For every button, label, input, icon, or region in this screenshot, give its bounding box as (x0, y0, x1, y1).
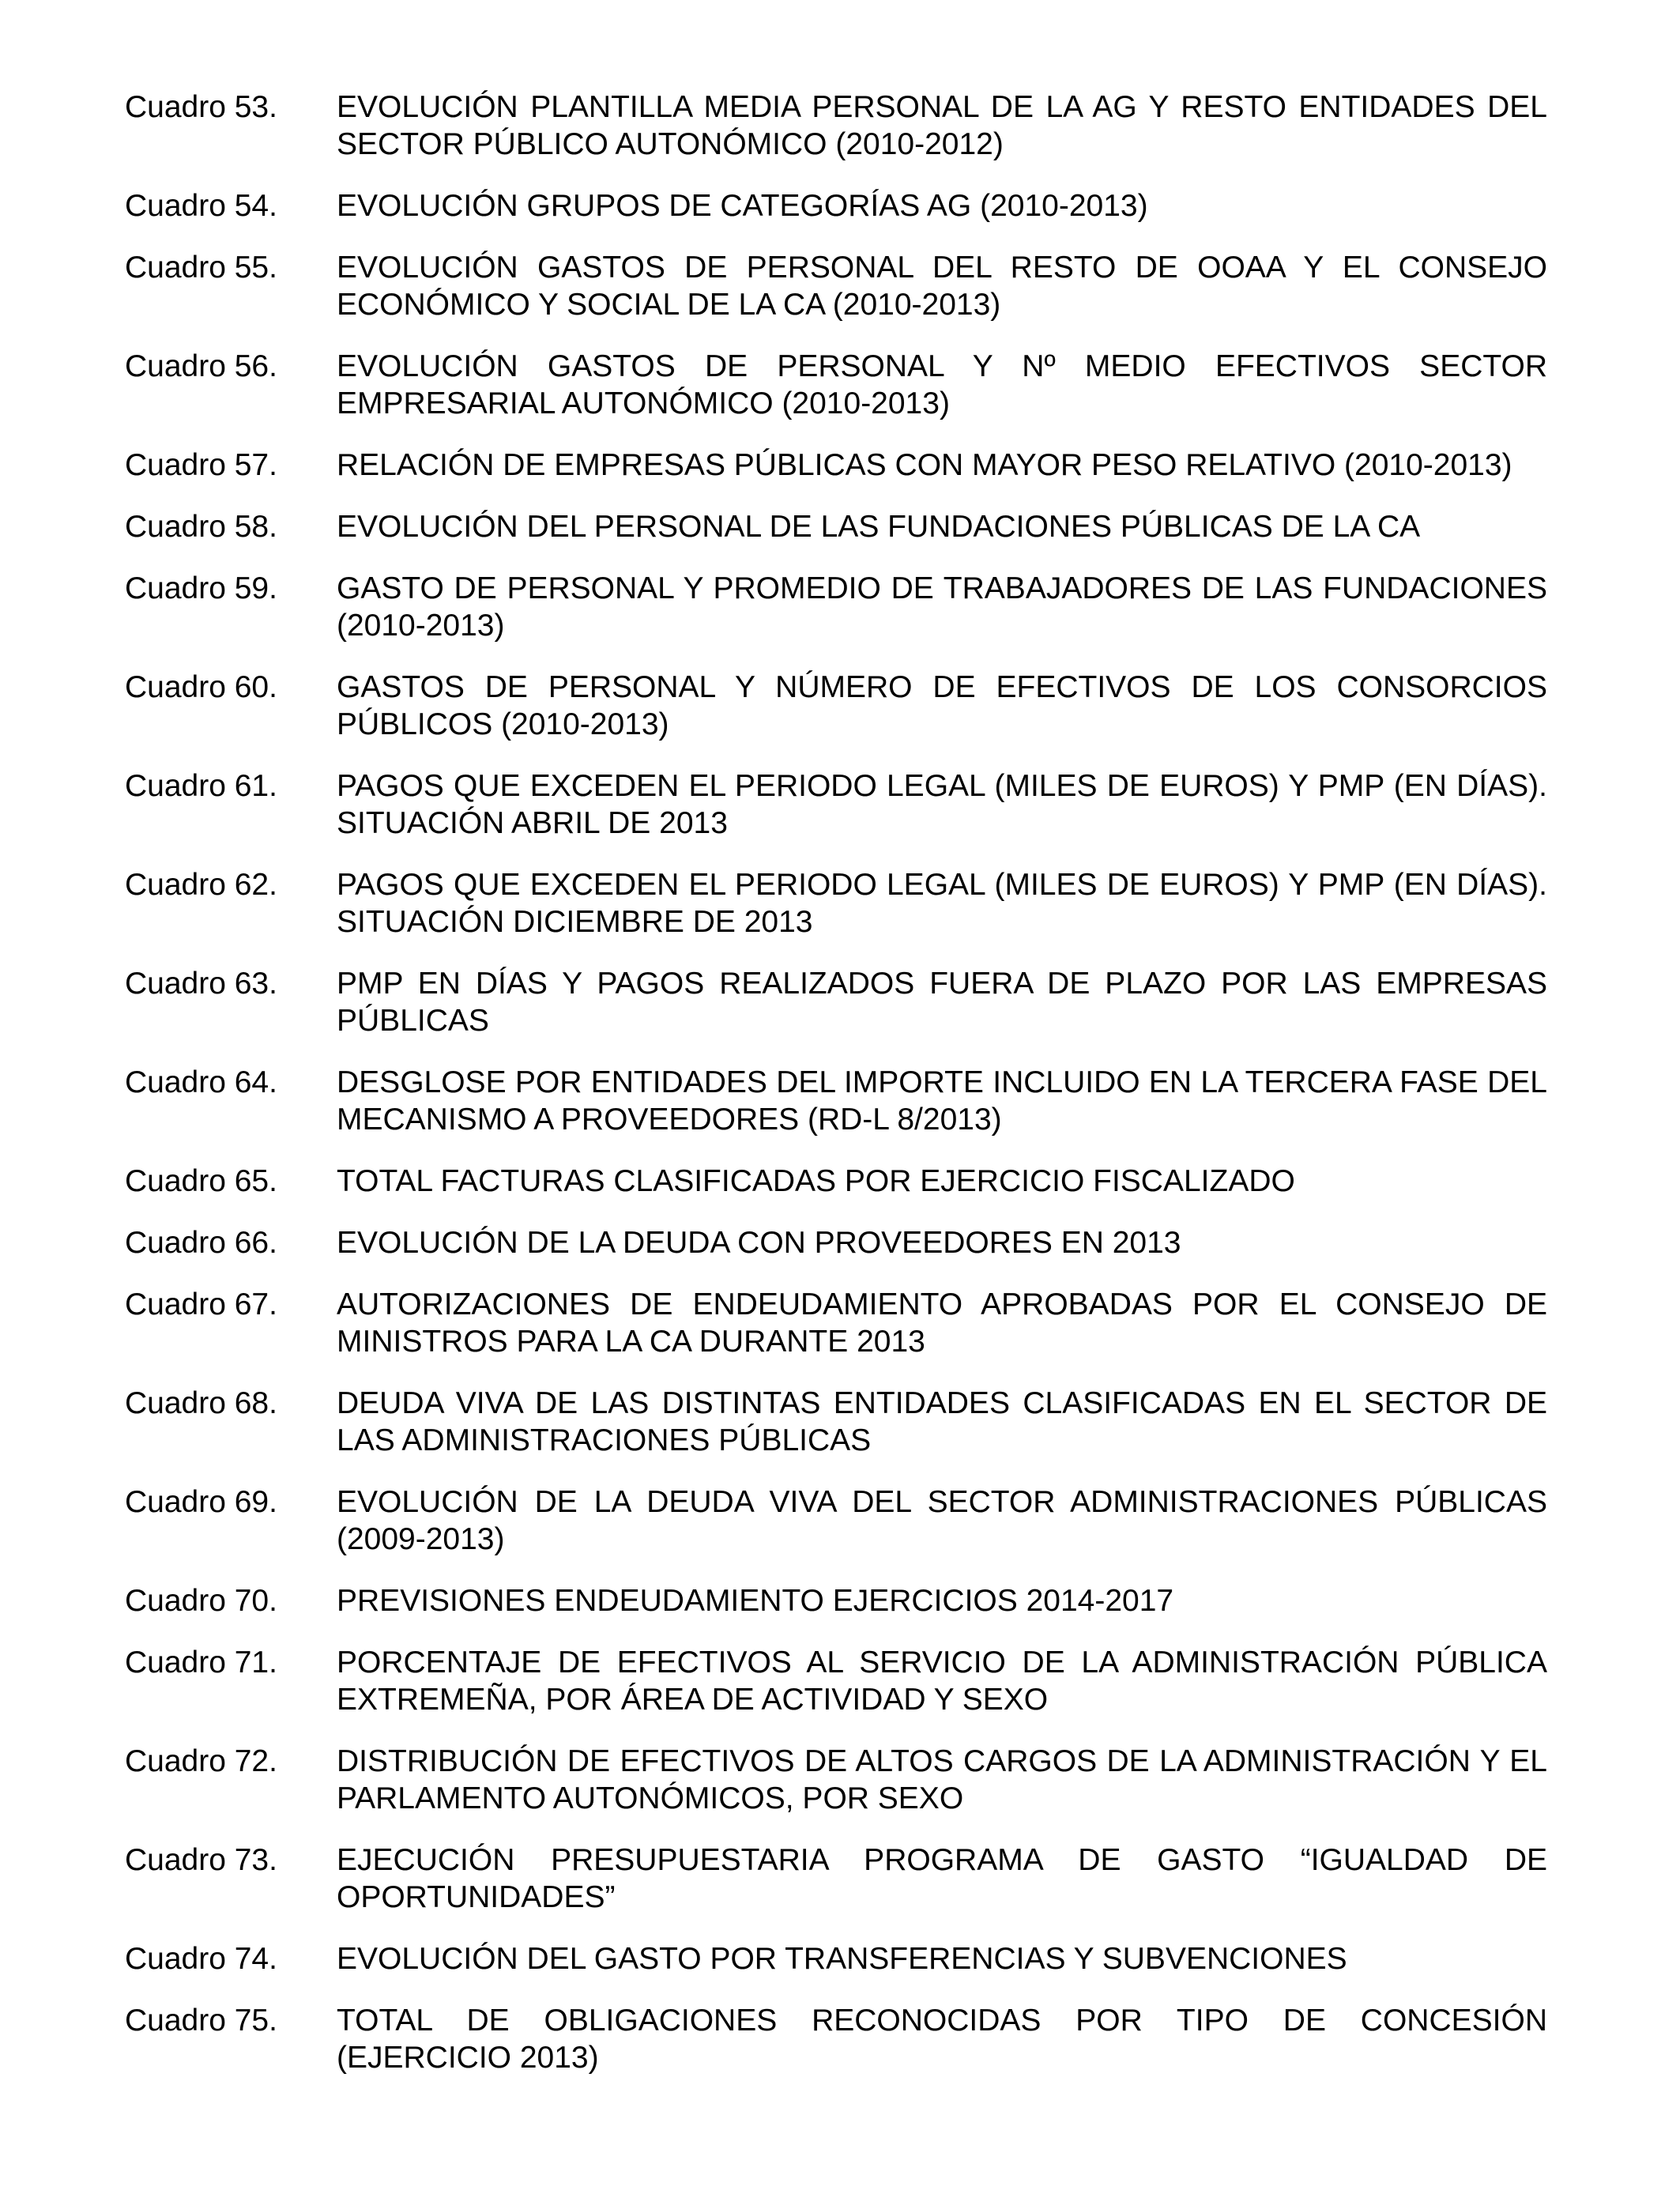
entry-label: Cuadro 64. (125, 1065, 277, 1099)
entry-title: DISTRIBUCIÓN DE EFECTIVOS DE ALTOS CARGOS DE LA ADMINISTRACIÓN Y EL PARLAMENTO AUTONÓMICOS, POR SEXO (337, 1744, 1547, 1815)
table-index-entry (125, 1385, 1547, 1459)
entry-title: EJECUCIÓN PRESUPUESTARIA PROGRAMA DE GASTO “IGUALDAD DE OPORTUNIDADES” (337, 1843, 1547, 1914)
entry-title: DEUDA VIVA DE LAS DISTINTAS ENTIDADES CLASIFICADAS EN EL SECTOR DE LAS ADMINISTRACIONES PÚBLICAS (337, 1386, 1547, 1457)
entry-title: EVOLUCIÓN GASTOS DE PERSONAL DEL RESTO DE OOAA Y EL CONSEJO ECONÓMICO Y SOCIAL DE LA CA (2010-2013) (337, 251, 1547, 322)
entry-title: PORCENTAJE DE EFECTIVOS AL SERVICIO DE LA ADMINISTRACIÓN PÚBLICA EXTREMEÑA, POR ÁREA DE ACTIVIDAD Y SEXO (337, 1646, 1547, 1717)
entry-label: Cuadro 73. (125, 1843, 277, 1877)
entry-title: PMP EN DÍAS Y PAGOS REALIZADOS FUERA DE PLAZO POR LAS EMPRESAS PÚBLICAS (337, 967, 1547, 1038)
table-index-entry (125, 1940, 1547, 1977)
table-index-entry (125, 1842, 1547, 1916)
entry-title: PREVISIONES ENDEUDAMIENTO EJERCICIOS 2014-2017 (337, 1584, 1174, 1618)
entry-label: Cuadro 67. (125, 1287, 277, 1321)
table-index-entry (125, 1064, 1547, 1138)
entry-label: Cuadro 59. (125, 571, 277, 605)
entry-label: Cuadro 54. (125, 189, 277, 223)
entry-title: TOTAL FACTURAS CLASIFICADAS POR EJERCICIO FISCALIZADO (337, 1164, 1295, 1198)
table-index-entry (125, 1224, 1547, 1261)
table-index-entry (125, 89, 1547, 163)
table-index-entry (125, 570, 1547, 644)
table-index-entry (125, 1163, 1547, 1200)
entry-label: Cuadro 69. (125, 1485, 277, 1519)
table-index-entry (125, 348, 1547, 422)
entry-title: EVOLUCIÓN DE LA DEUDA CON PROVEEDORES EN 2013 (337, 1226, 1181, 1260)
entry-label: Cuadro 62. (125, 868, 277, 902)
entry-title: GASTOS DE PERSONAL Y NÚMERO DE EFECTIVOS DE LOS CONSORCIOS PÚBLICOS (2010-2013) (337, 670, 1547, 741)
entry-title: EVOLUCIÓN DE LA DEUDA VIVA DEL SECTOR ADMINISTRACIONES PÚBLICAS (2009-2013) (337, 1485, 1547, 1556)
entry-label: Cuadro 53. (125, 90, 277, 124)
entry-label: Cuadro 65. (125, 1164, 277, 1198)
entry-label: Cuadro 66. (125, 1226, 277, 1260)
entry-label: Cuadro 68. (125, 1386, 277, 1420)
entry-label: Cuadro 55. (125, 251, 277, 285)
table-index-entry (125, 1582, 1547, 1619)
entry-label: Cuadro 72. (125, 1744, 277, 1778)
entry-label: Cuadro 56. (125, 349, 277, 383)
entry-label: Cuadro 75. (125, 2004, 277, 2038)
table-index-entry (125, 2002, 1547, 2076)
table-index-entry (125, 965, 1547, 1039)
entry-title: TOTAL DE OBLIGACIONES RECONOCIDAS POR TIPO DE CONCESIÓN (EJERCICIO 2013) (337, 2004, 1547, 2075)
entry-title: EVOLUCIÓN DEL PERSONAL DE LAS FUNDACIONES PÚBLICAS DE LA CA (337, 510, 1421, 544)
entry-label: Cuadro 70. (125, 1584, 277, 1618)
entry-title: RELACIÓN DE EMPRESAS PÚBLICAS CON MAYOR PESO RELATIVO (2010-2013) (337, 448, 1512, 482)
table-index-list (125, 89, 1547, 2101)
table-index-entry (125, 1286, 1547, 1360)
entry-title: EVOLUCIÓN GRUPOS DE CATEGORÍAS AG (2010-2013) (337, 189, 1148, 223)
table-index-entry (125, 508, 1547, 545)
table-index-entry (125, 767, 1547, 842)
entry-label: Cuadro 58. (125, 510, 277, 544)
table-index-entry (125, 866, 1547, 941)
entry-title: GASTO DE PERSONAL Y PROMEDIO DE TRABAJADORES DE LAS FUNDACIONES (2010-2013) (337, 571, 1547, 643)
entry-title: EVOLUCIÓN GASTOS DE PERSONAL Y Nº MEDIO EFECTIVOS SECTOR EMPRESARIAL AUTONÓMICO (2010-2013) (337, 349, 1547, 420)
entry-label: Cuadro 61. (125, 769, 277, 803)
entry-label: Cuadro 57. (125, 448, 277, 482)
entry-title: PAGOS QUE EXCEDEN EL PERIODO LEGAL (MILES DE EUROS) Y PMP (EN DÍAS). SITUACIÓN ABRIL DE 2013 (337, 769, 1547, 840)
entry-title: DESGLOSE POR ENTIDADES DEL IMPORTE INCLUIDO EN LA TERCERA FASE DEL MECANISMO A PROVEEDORES (RD-L 8/2013) (337, 1065, 1547, 1137)
table-index-entry (125, 1644, 1547, 1718)
entry-label: Cuadro 74. (125, 1942, 277, 1976)
entry-label: Cuadro 60. (125, 670, 277, 704)
entry-label: Cuadro 63. (125, 967, 277, 1001)
table-index-entry (125, 669, 1547, 743)
entry-title: EVOLUCIÓN PLANTILLA MEDIA PERSONAL DE LA AG Y RESTO ENTIDADES DEL SECTOR PÚBLICO AUTONÓMICO (2010-2012) (337, 90, 1547, 161)
table-index-entry (125, 187, 1547, 224)
entry-title: PAGOS QUE EXCEDEN EL PERIODO LEGAL (MILES DE EUROS) Y PMP (EN DÍAS). SITUACIÓN DICIEMBRE DE 2013 (337, 868, 1547, 939)
entry-title: AUTORIZACIONES DE ENDEUDAMIENTO APROBADAS POR EL CONSEJO DE MINISTROS PARA LA CA DURANTE 2013 (337, 1287, 1547, 1359)
entry-label: Cuadro 71. (125, 1646, 277, 1679)
table-index-entry (125, 249, 1547, 323)
table-index-entry (125, 447, 1547, 484)
entry-title: EVOLUCIÓN DEL GASTO POR TRANSFERENCIAS Y SUBVENCIONES (337, 1942, 1347, 1976)
table-index-entry (125, 1483, 1547, 1558)
table-index-entry (125, 1743, 1547, 1817)
